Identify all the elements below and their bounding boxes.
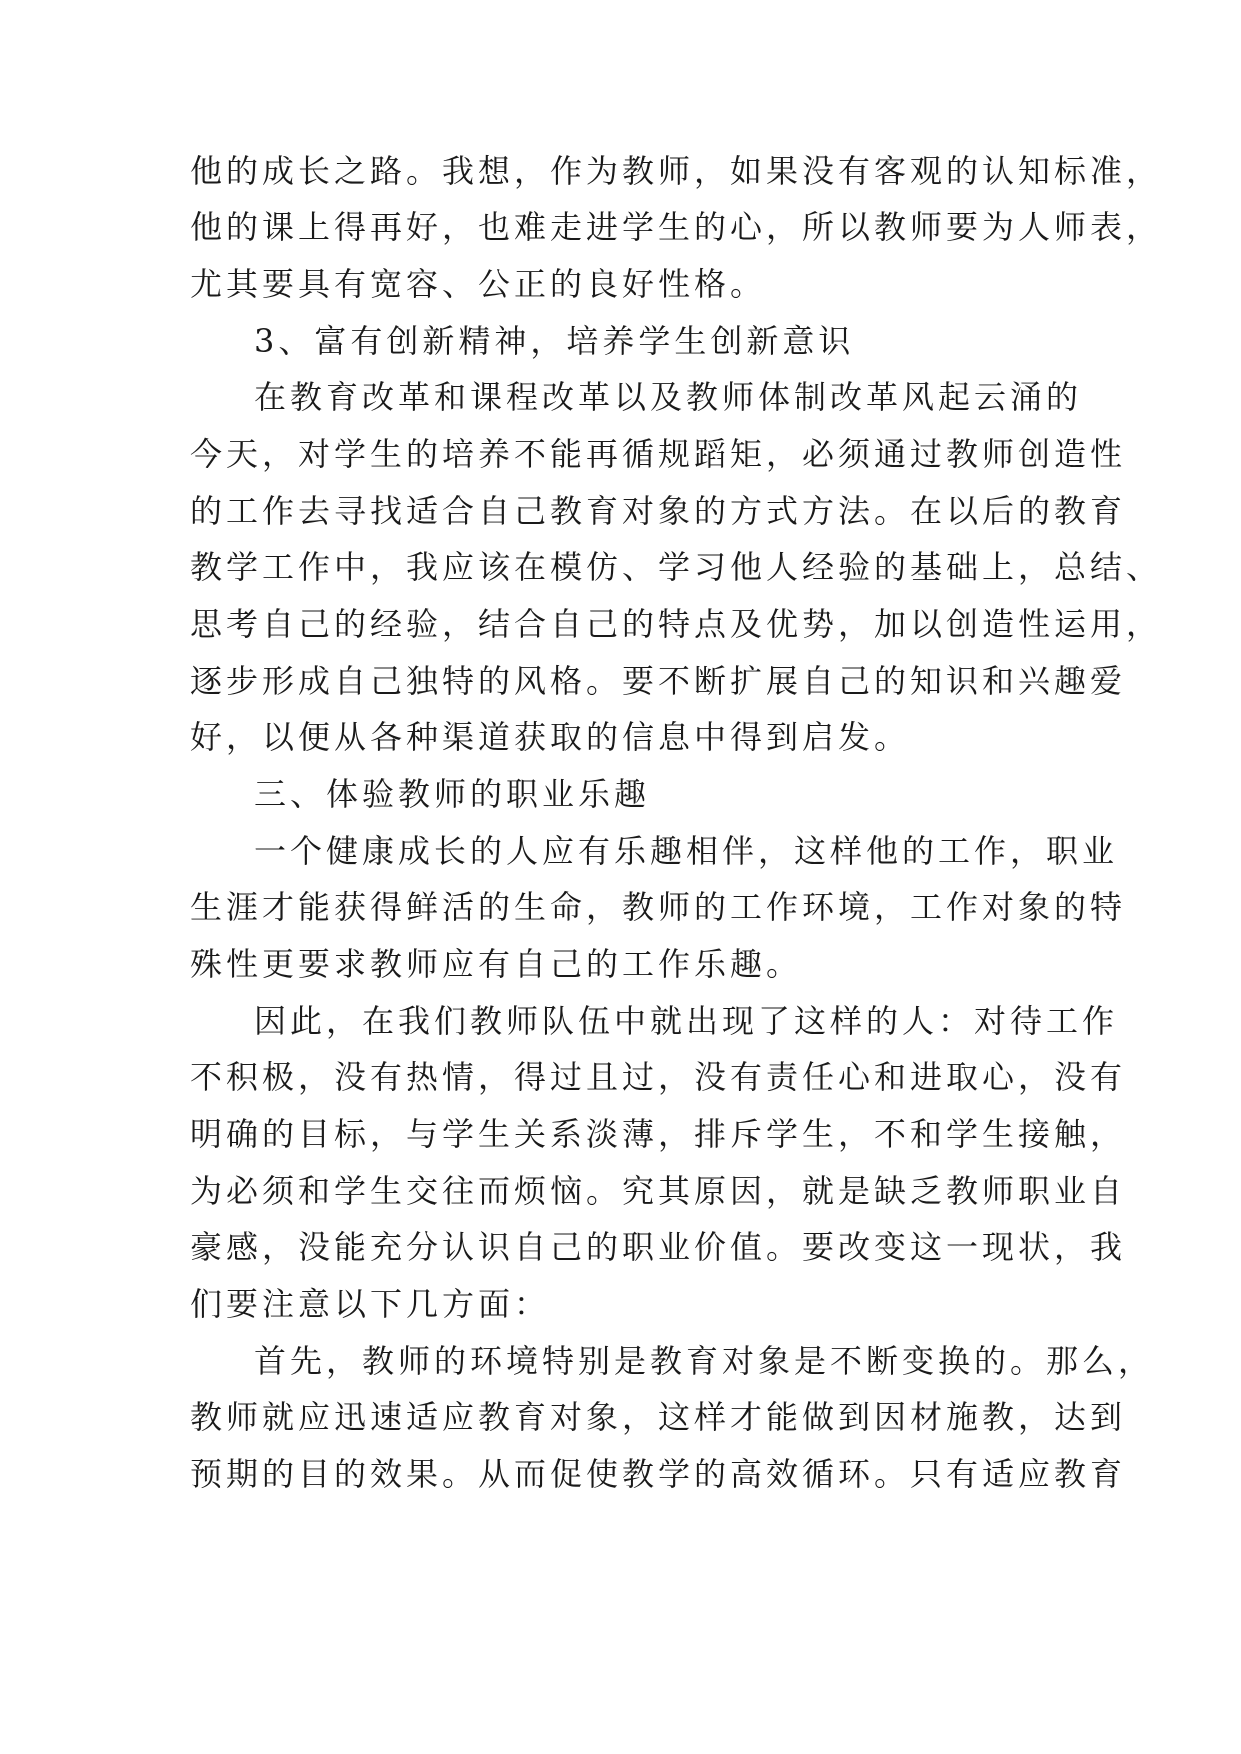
text-line: 殊性更要求教师应有自己的工作乐趣。 bbox=[190, 945, 803, 983]
text-line: 教师就应迅速适应教育对象，这样才能做到因材施教，达到 bbox=[190, 1398, 1127, 1436]
text-line: 逐步形成自己独特的风格。要不断扩展自己的知识和兴趣爱 bbox=[190, 662, 1127, 700]
text-line: 预期的目的效果。从而促使教学的高效循环。只有适应教育 bbox=[190, 1455, 1127, 1493]
text-line: 首先，教师的环境特别是教育对象是不断变换的。那么， bbox=[254, 1342, 1155, 1380]
text-line: 明确的目标，与学生关系淡薄，排斥学生，不和学生接触， bbox=[190, 1115, 1127, 1153]
text-line: 今天，对学生的培养不能再循规蹈矩，必须通过教师创造性 bbox=[190, 435, 1127, 473]
text-line: 的工作去寻找适合自己教育对象的方式方法。在以后的教育 bbox=[190, 492, 1127, 530]
text-line: 好，以便从各种渠道获取的信息中得到启发。 bbox=[190, 718, 911, 756]
text-line: 不积极，没有热情，得过且过，没有责任心和进取心，没有 bbox=[190, 1058, 1127, 1096]
text-line: 豪感，没能充分认识自己的职业价值。要改变这一现状，我 bbox=[190, 1228, 1127, 1266]
text-line: 他的成长之路。我想，作为教师，如果没有客观的认知标准， bbox=[190, 152, 1163, 190]
text-line: 为必须和学生交往而烦恼。究其原因，就是缺乏教师职业自 bbox=[190, 1172, 1127, 1210]
text-line: 思考自己的经验，结合自己的特点及优势，加以创造性运用， bbox=[190, 605, 1163, 643]
text-line: 在教育改革和课程改革以及教师体制改革风起云涌的 bbox=[254, 378, 1083, 416]
text-line: 们要注意以下几方面： bbox=[190, 1285, 551, 1323]
text-line: 因此，在我们教师队伍中就出现了这样的人：对待工作 bbox=[254, 1002, 1119, 1040]
text-line: 生涯才能获得鲜活的生命，教师的工作环境，工作对象的特 bbox=[190, 888, 1127, 926]
text-line: 教学工作中，我应该在模仿、学习他人经验的基础上，总结、 bbox=[190, 548, 1163, 586]
section-heading: 3、富有创新精神，培养学生创新意识 bbox=[254, 322, 855, 360]
section-heading: 三、体验教师的职业乐趣 bbox=[254, 775, 651, 813]
text-line: 他的课上得再好，也难走进学生的心，所以教师要为人师表， bbox=[190, 208, 1163, 246]
text-line: 一个健康成长的人应有乐趣相伴，这样他的工作，职业 bbox=[254, 832, 1119, 870]
text-line: 尤其要具有宽容、公正的良好性格。 bbox=[190, 265, 767, 303]
